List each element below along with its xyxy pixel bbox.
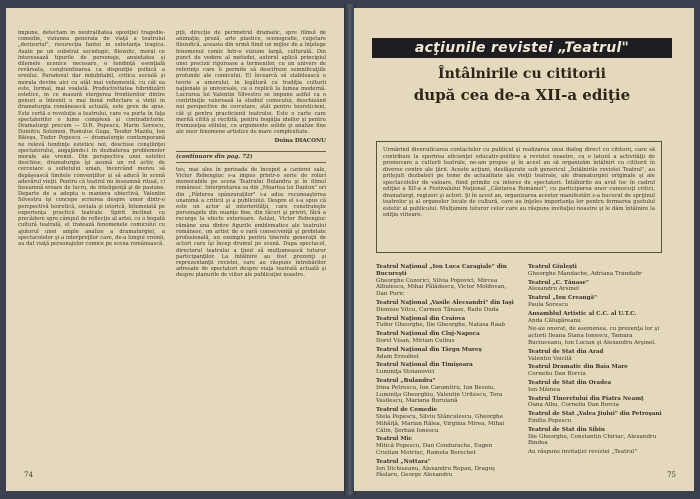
theatre-name: Ansamblul Artistic al C.C. al U.T.C. [528,310,637,317]
participant-entry [376,436,516,456]
article-text: impune, detectam in neutralitatea opoziţiei tragedie-comedie, viziunea generala de viaţă a teatrului „derizoriul", resurecţia fantei in substanţa tragica. Axate pe un substrat sociologic, filozofic, moral ce interesează tipurile de personaje, anxietatea şi dilemele ucenice necesare, o tendinţă esenţială revărsata, conştientizarea ca dispoziţie psihică a eroului. Paradoxul dar indubitabil, critica socială şi morala devine aici cu atât mai vehementă, cu cât ea este, formal, mai voalată. Productivitatea hibridizării estetice, in ce masură stergerea frontierelor dintre genuri a înlesnit o mai bună reflectare a vieţii in dramaturgia românească actuală, este greu de spus. Este certă o revoluţie a teatrului, care va purta în faţa spectatorilor o lume complexă şi contradictorie. Dramaturgi precum — D.R. Popescu, Marin Sorescu, Dumitru Solomon, Romulus Guga, Teodor Mazilu, Ion Băieşu, Tudor Popescu — dramaturgie contemporană ne relevă tendinţe estetice noi, deschise conştiinţei spectatorului, angajându-l în dezbaterea problemelor morale ale vremii. Din perspectiva unei estetici deschise, dramaturgia îşi asumă un rol activ, de cercetare a sufletului uman, încercând mereu să depăşească limitele convenţiilor şi să aducă în scenă adevărul vieţii. Pentru că teatrul nu înseamnă ritual, ci înseamnă eroare de lucru, de inteligenţă şi de pasiune. Departe de a adopta o maniera obiectivă, Valentin Silvestru îşi concepe scrierea despre umor dintr-o perspectivă teoretică, sociala şi istorică, întemeiată pe experienţa practicii teatrale. Spirit înclinat cu precădere spre câmpul de reflecţie al artei, cu o bogată cultură teatrală, el tratează fenomenele comicului cu ajutorul unei ample analize a dramaturgiei, a spectacolelor şi a interpreţilor care, de-a lungul vremii, au dat viaţă personajelor comice pe scena românească. [18,30,165,247]
participant-names: Dorel Visan, Miriam Cuibus [376,337,455,344]
participant-entry [528,411,666,425]
participant-entry [528,349,666,363]
theatre-name: Teatrul de Stat din Oradea [528,379,612,386]
participant-names: Adam Erzsébet [376,353,420,360]
article-text-end: pţii, direcţie de perimetrul dramatic, spre filmul de animaţie, proză, arte plastice, scenografie, cugetare filozofică, aceasta din urmă fiind un mijloc de a înţelege fenomenul comic într-o viziune largă, culturală. Din punct de vedere al metodei, autorul aplică principiul unei precizii riguroase a termenilor, cu un univers de referinţe care îi permite să descifreze semnificaţiile profunde ale comicului. El încearcă să stabilească o teorie a umorului, in legătură cu tradiţia culturii naţionale şi universale, ca o replică la lumea modernă. Lucrarea lui Valentin Silvestru se impune astfel ca o contribuţie valoroasă la studiul comicului, deschizând noi perspective de cercetare, atât pentru teoreticieni, cât şi pentru practicienii teatrului. Este o carte care merită citită şi recitită, pentru bogăţia ideilor şi pentru frumuseţea stilului, cu argumente solide şi analize fine ale unor fenomene artistice de mare complexitate. [176,30,326,136]
participant-entry [376,407,516,434]
participant-names: Stela Popescu, Silviu Stănculescu, Gheorghe Mihăiţă, Marian Râlea, Virginia Mirea, Mihai Cǎlin, Şerban Ionescu [376,413,505,434]
theatre-name: Teatrul „C. Tănase" [528,279,589,286]
page-number-right: 75 [667,471,676,479]
theatre-name: Teatrul Naţional din Craiova [376,315,466,322]
participant-names: Au răspuns invitaţiei revistei „Teatrul" [528,449,638,456]
article-title-line-1: Întâlnirile cu cititorii [438,66,606,82]
participant-names: Ne-au onorat, de asemenea, cu prezenţa lor şi actorii Ileana Stana Ionescu, Tamara Buciuceanu, Ion Lucian şi Alexandru Arşinel. [528,326,660,346]
participant-names: Alexandru Arsinel [528,286,579,293]
theatre-name: Teatrul „Nottara" [376,458,431,465]
participant-names: Emilia Popescu [528,417,572,424]
page-number-left: 74 [24,471,33,479]
author-signature: Doina DIACONU [274,138,326,145]
participant-entry [528,380,666,394]
participant-entry [376,378,516,405]
left-column-2 [176,30,326,470]
participant-names: Gheorghe Cozorici, Silvia Popovici, Mircea Albulescu, Mihai Pălădescu, Victor Moldovan, Dan Puric [376,277,507,298]
left-page [6,8,346,491]
theatre-name: Teatrul Giuleşti [528,264,577,270]
participant-names: Ilie Gheorghe, Constantin Chiriac, Alexandru Bindea [528,433,657,447]
participant-names: Corneliu Dan Borcia [528,371,586,378]
participant-names: Anda Călugăreanu [528,317,581,324]
theatre-name: Teatrul „Ion Creangă" [528,295,598,302]
article-title-line-2: după cea de-a XII-a ediţie [413,86,631,104]
participant-names: Ion Mâinea [528,386,561,393]
participant-names: Oana Albu, Corneliu Dan Borcia [528,402,620,409]
theatre-name: Teatrul „Bulandra" [376,377,436,384]
theatre-name: Teatrul Naţional din Târgu Mureş [376,346,482,353]
participants-list-left [376,264,516,479]
participant-entry [376,331,516,345]
participant-entry [528,396,666,410]
right-page [354,8,694,491]
participant-names: Mitică Popescu, Dan Condurache, Eugen Cristian Motriuc, Rameta Berechet [376,443,493,456]
theatre-name: Teatrul Tineretului din Piatra Neamţ [528,395,644,402]
participant-entry [528,364,666,378]
participants-list-right [528,264,666,464]
participant-entry [376,459,516,479]
participant-entry [528,449,666,456]
continuation-label: (continuare din pag. 72) [176,151,326,163]
participant-names: Luminiţa Stoianovici [376,369,435,376]
theatre-name: Teatrul Naţional „Vasile Alecsandri" din Iaşi [376,299,514,306]
participant-entry [376,300,516,314]
participant-entry [376,362,516,376]
theatre-name: Teatrul Mic [376,436,413,443]
theatre-name: Teatrul de Stat din Arad [528,348,604,355]
participant-entry [376,264,516,298]
participant-names: Ion Dichiseanu, Alexandru Repan, Dragoş Pâslaru, George Alexandru [376,465,495,479]
participant-entry [376,316,516,330]
participant-names: Gheorghe Mandache, Adriana Trandafir [528,270,642,277]
continued-text: tes; mai ales în perioada de început a carierei sale, Victor Rebengiuc s-a impus printr-o serie de roluri memorabile pe scena Teatrului Bulandra şi în filmul românesc. Interpretarea sa din „Moartea lui Danton" ori din „Pădurea spânzuraţilor" i-a adus recunoaşterea unanimă a criticii şi a publicului. Despre el s-a spus că este un actor al interiorităţii, care construieşte personajele din nuanţe fine, din tăceri şi priviri, fără a recurge la efecte exterioare. Astăzi, Victor Rebengiuc rămâne una dintre figurile emblematice ale teatrului românesc, un artist de o rară consecvenţă şi probitate profesională, un exemplu pentru tinerele generaţii de actori care îşi încep drumul pe scenă. Dupa spectacol, directorul teatrului a ţinut să mulţumească tuturor participanţilor. La întâlnire au fost prezenţi şi reprezentanţii revistei, care au răspuns întrebărilor adresate de spectatori despre viaţa teatrală actuală şi despre planurile de viitor ale publicaţiei noastre. [176,166,326,279]
participant-entry [528,326,666,346]
theatre-name: Teatrul Naţional din Timişoara [376,362,473,369]
participant-names: Valentin Voicilă [528,355,572,362]
participant-entry [528,264,666,278]
participant-entry [528,295,666,309]
participant-entry [528,427,666,447]
theatre-name: Teatrul Dramatic din Baia Mare [528,364,628,371]
theatre-name: Teatrul Naţional din Cluj-Napoca [376,331,480,338]
participant-entry [528,311,666,325]
participant-entry [376,347,516,361]
participant-entry [528,280,666,294]
participant-names: Irina Petrescu, Ion Caramitru, Ion Besoiu, Luminiţa Gheorghiu, Valentin Uritescu, Tora Vasilescu, Mariana Buruiană [376,384,503,405]
theatre-name: Teatrul de Stat din Sibiu [528,426,605,433]
left-column-1 [18,30,165,470]
theatre-name: Teatrul Naţional „Ion Luca Caragiale" din Bucureşti [376,264,507,277]
participant-names: Tudor Gheorghe, Ilie Gheorghe, Natasa Raab [376,322,505,329]
intro-box [376,141,662,253]
section-banner: acţiunile revistei „Teatrul" [372,38,672,58]
theatre-name: Teatrul de Comedie [376,407,438,414]
intro-text: Urmărind diversificarea contactelor cu publicul şi realizarea unui dialog direct cu cititorii, care să contribuie la sporirea eficienţei educativ-politice a revistei noastre, ca o latură a activităţii de promovare a culturii teatrale, ne-am propus şi în acest an să organizăm întâlniri cu cititorii în diverse centre ale ţării. Aceste acţiuni, desfăşurate sub genericul „Întâlnirile revistei Teatrul", au prilejuit dezbateri pe teme de actualitate ale vieţii teatrale, ale dramaturgiei originale şi ale spectacolelor de valoare, fiind primite cu interes de spectatori. Întâlnirile au avut loc în cadrul ediţiei a XII-a a Festivalului Naţional „Cântarea României", cu participarea unor cunoscuţi critici, dramaturgi, regizori şi actori. Şi în acest an, organizarea acestor manifestări s-a bucurat de sprijinul teatrelor şi al organelor locale de cultură, care au înţeles importanţa lor pentru formarea gustului estetic al publicului. Mulţumim tuturor celor care au răspuns invitaţiei noastre şi le dăm întâlnire la ediţia viitoare. [383,147,655,218]
theatre-name: Teatrul de Stat „Valea Jiului" din Petroşani [528,411,662,418]
participant-names: Paula Sorescu [528,301,569,308]
participant-names: Dionisie Vitcu, Carmen Tănase, Radu Duda [376,306,499,313]
